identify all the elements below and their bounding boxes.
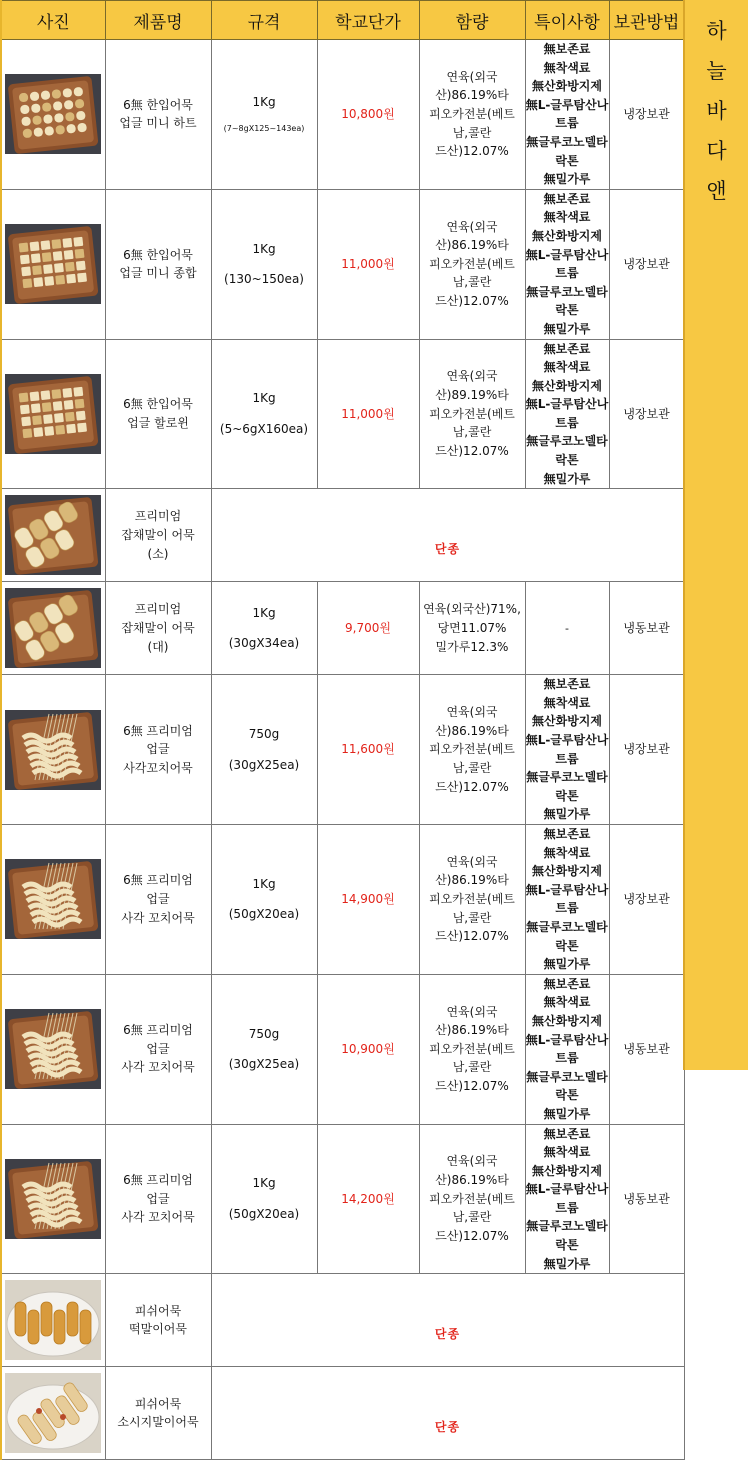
side-brand-text	[685, 19, 748, 219]
spec-main: 1Kg	[252, 1176, 276, 1191]
discontinued-label	[211, 1274, 684, 1367]
content-line: 연육(외국산)86.19%타	[435, 1004, 509, 1038]
notes-line: 無글루코노델타락톤	[526, 919, 608, 953]
content-line: 피오카전분(베트남,콜란	[429, 107, 515, 140]
notes-line: 無글루코노델타락톤	[526, 1219, 608, 1253]
spec-sub: (30gX25ea)	[228, 757, 300, 772]
spec-sub: (50gX20ea)	[228, 1206, 300, 1221]
content-line: 밀가루12.3%	[435, 639, 509, 654]
table-row	[1, 1274, 684, 1367]
notes-line: 無글루코노델타락톤	[526, 770, 608, 803]
product-name-line: 사각꼬치어묵	[123, 760, 193, 775]
table-row	[1, 489, 684, 582]
notes-line: 無보존료	[543, 341, 591, 356]
spec-main: 1Kg	[252, 94, 276, 109]
notes-line: 無밀가루	[543, 807, 591, 822]
header-name: 제품명	[105, 1, 211, 40]
notes-line: 無글루코노델타락톤	[526, 284, 608, 318]
table-body	[1, 40, 684, 1460]
photo-cell	[1, 1367, 105, 1460]
notes-line: 無밀가루	[543, 1106, 591, 1121]
notes-line: 無산화방지제	[532, 864, 602, 879]
content-line: 연육(외국산)86.19%타	[435, 854, 509, 888]
product-content	[419, 40, 525, 190]
spec-main: 750g	[248, 727, 280, 742]
discontinued-label	[211, 489, 684, 582]
product-name-line: 사각 꼬치어묵	[121, 1210, 195, 1225]
spec-main: 1Kg	[252, 876, 276, 891]
table-row	[1, 974, 684, 1124]
japchae-roll-small-photo	[5, 495, 101, 575]
product-storage: 냉동보관	[609, 974, 684, 1124]
product-name-line: 업글 할로윈	[127, 415, 189, 430]
product-name-line: 피쉬어묵	[134, 1303, 182, 1318]
table-row	[1, 1367, 684, 1460]
product-notes	[525, 825, 609, 975]
product-name	[105, 339, 211, 489]
content-line: 드산)12.07%	[435, 929, 509, 944]
notes-line: 無산화방지제	[532, 714, 602, 729]
product-content	[419, 675, 525, 825]
notes-line: 無착색료	[543, 695, 591, 710]
product-name-line: 프리미엄	[134, 602, 182, 617]
table-row	[1, 1124, 684, 1274]
product-content	[419, 339, 525, 489]
notes-line: 無L-글루탐산나트륨	[525, 97, 609, 131]
product-name-line: 6無 한입어묵	[123, 247, 193, 262]
notes-line: 無산화방지제	[532, 228, 602, 243]
product-notes	[525, 1124, 609, 1274]
content-line: 드산)12.07%	[435, 779, 509, 794]
product-spec	[211, 40, 317, 190]
header-storage: 보관방법	[609, 1, 684, 40]
product-notes	[525, 189, 609, 339]
product-name	[105, 189, 211, 339]
product-name-line: 6無 프리미엄	[123, 1023, 193, 1038]
side-brand-char: 바	[706, 99, 727, 123]
content-line: 피오카전분(베트남,콜란	[429, 1041, 515, 1075]
spec-main: 1Kg	[252, 391, 276, 406]
table-row	[1, 339, 684, 489]
notes-line: 無산화방지제	[532, 378, 602, 393]
notes-line: 無밀가루	[543, 1256, 591, 1271]
notes-line: 無보존료	[543, 677, 591, 692]
product-storage: 냉장보관	[609, 675, 684, 825]
product-name	[105, 40, 211, 190]
discontinued-text: 단종	[434, 1419, 461, 1434]
product-price: 9,700원	[317, 582, 419, 675]
product-name-line: 사각 꼬치어묵	[121, 910, 195, 925]
spec-sub: (50gX20ea)	[228, 907, 300, 922]
product-name-line: 6無 프리미엄	[123, 723, 193, 738]
notes-line: 無밀가루	[543, 321, 591, 336]
product-name-line: 6無 프리미엄	[123, 1172, 193, 1187]
notes-line: 無보존료	[543, 191, 591, 206]
photo-cell	[1, 974, 105, 1124]
spec-sub: (30gX34ea)	[228, 636, 300, 651]
discontinued-text: 단종	[434, 1326, 461, 1341]
skewer-fishcake-photo	[5, 1159, 101, 1239]
spec-sub: (5~6gX160ea)	[219, 421, 309, 436]
notes-line: 無착색료	[543, 60, 591, 75]
spec-main: 750g	[248, 1026, 280, 1041]
product-name-line: 피쉬어묵	[134, 1396, 182, 1411]
product-name-line: 업글	[146, 742, 170, 757]
notes-line: 無L-글루탐산나트륨	[525, 397, 609, 430]
notes-line: 無L-글루탐산나트륨	[525, 247, 609, 281]
notes-line: 無착색료	[543, 210, 591, 225]
spec-main: 1Kg	[252, 241, 276, 256]
content-line: 피오카전분(베트남,콜란	[429, 256, 515, 290]
product-price: 14,900원	[317, 825, 419, 975]
product-notes: -	[525, 582, 609, 675]
skewer-fishcake-photo	[5, 859, 101, 939]
product-name-line: 업글	[146, 892, 170, 907]
product-name	[105, 582, 211, 675]
photo-cell	[1, 489, 105, 582]
side-brand-char: 늘	[706, 59, 727, 83]
product-storage: 냉장보관	[609, 339, 684, 489]
product-content	[419, 189, 525, 339]
notes-line: 無산화방지제	[532, 79, 602, 94]
product-name-line: 6無 프리미엄	[123, 873, 193, 888]
product-name-line: 6無 한입어묵	[123, 397, 193, 412]
content-line: 피오카전분(베트남,콜란	[429, 1191, 515, 1225]
product-content	[419, 1124, 525, 1274]
photo-cell	[1, 40, 105, 190]
notes-line: 無산화방지제	[532, 1163, 602, 1178]
content-line: 피오카전분(베트남,콜란	[429, 742, 515, 775]
product-notes	[525, 40, 609, 190]
spec-sub: (7~8gX125~143ea)	[223, 124, 305, 134]
product-name-line: 업글 미니 하트	[119, 116, 197, 131]
photo-cell	[1, 189, 105, 339]
header-notes: 특이사항	[525, 1, 609, 40]
table-row	[1, 40, 684, 190]
product-name-line: 프리미엄	[134, 509, 182, 524]
content-line: 연육(외국산)86.19%타	[435, 705, 509, 738]
sausage-roll-photo	[5, 1373, 101, 1453]
product-price: 10,900원	[317, 974, 419, 1124]
content-line: 드산)12.07%	[435, 294, 509, 309]
side-brand-label	[683, 0, 748, 1070]
photo-cell	[1, 1274, 105, 1367]
side-brand-char: 다	[706, 139, 727, 163]
rice-cake-roll-photo	[5, 1280, 101, 1360]
photo-cell	[1, 675, 105, 825]
product-name	[105, 1367, 211, 1460]
notes-line: 無착색료	[543, 845, 591, 860]
product-name	[105, 825, 211, 975]
product-price: 11,000원	[317, 189, 419, 339]
content-line: 피오카전분(베트남,콜란	[429, 892, 515, 925]
product-spec	[211, 825, 317, 975]
product-price: 14,200원	[317, 1124, 419, 1274]
side-brand-char: 앤	[706, 179, 727, 203]
photo-cell	[1, 1124, 105, 1274]
header-spec: 규격	[211, 1, 317, 40]
product-storage: 냉장보관	[609, 825, 684, 975]
table-row	[1, 582, 684, 675]
notes-line: 無보존료	[543, 1126, 591, 1141]
product-name-line: 떡말이어묵	[129, 1322, 187, 1337]
product-name	[105, 675, 211, 825]
table-header-row	[1, 1, 684, 40]
product-price: 11,600원	[317, 675, 419, 825]
notes-line: 無글루코노델타락톤	[526, 1069, 608, 1103]
notes-line: 無착색료	[543, 360, 591, 375]
product-spec	[211, 675, 317, 825]
notes-line: 無L-글루탐산나트륨	[525, 1182, 609, 1215]
product-spec	[211, 582, 317, 675]
product-name-line: 6無 한입어묵	[123, 97, 193, 112]
product-name	[105, 489, 211, 582]
product-spec	[211, 974, 317, 1124]
spec-sub: (30gX25ea)	[228, 1057, 300, 1072]
photo-cell	[1, 582, 105, 675]
fishcake-mini-mix-photo	[5, 224, 101, 304]
japchae-roll-large-photo	[5, 588, 101, 668]
skewer-fishcake-photo	[5, 710, 101, 790]
product-notes	[525, 339, 609, 489]
fishcake-halloween-photo	[5, 374, 101, 454]
content-line: 연육(외국산)89.19%타	[435, 369, 509, 402]
photo-cell	[1, 825, 105, 975]
skewer-fishcake-photo	[5, 1009, 101, 1089]
discontinued-text: 단종	[434, 541, 461, 556]
product-content	[419, 825, 525, 975]
product-notes	[525, 974, 609, 1124]
content-line: 연육(외국산)86.19%타	[435, 69, 509, 103]
notes-line: 無밀가루	[543, 471, 591, 486]
content-line: 연육(외국산)71%,	[423, 602, 521, 617]
notes-line: 無밀가루	[543, 957, 591, 972]
notes-line: 無밀가루	[543, 172, 591, 187]
notes-line: 無착색료	[543, 995, 591, 1010]
content-line: 연육(외국산)86.19%타	[435, 219, 509, 253]
fishcake-mini-heart-photo	[5, 74, 101, 154]
content-line: 드산)12.07%	[435, 1228, 509, 1243]
content-line: 드산)12.07%	[435, 144, 509, 159]
product-spec	[211, 1124, 317, 1274]
product-storage: 냉장보관	[609, 40, 684, 190]
spec-main: 1Kg	[252, 605, 276, 620]
content-line: 드산)12.07%	[435, 443, 509, 458]
product-name-line: (대)	[147, 639, 169, 654]
content-line: 드산)12.07%	[435, 1079, 509, 1094]
notes-line: 無L-글루탐산나트륨	[525, 1032, 609, 1066]
product-name	[105, 1124, 211, 1274]
notes-line: 無착색료	[543, 1145, 591, 1160]
product-storage: 냉동보관	[609, 1124, 684, 1274]
notes-line: 無산화방지제	[532, 1013, 602, 1028]
product-storage: 냉장보관	[609, 189, 684, 339]
product-price: 11,000원	[317, 339, 419, 489]
side-brand-char: 하	[706, 19, 727, 43]
product-name	[105, 1274, 211, 1367]
product-name	[105, 974, 211, 1124]
notes-line: 無글루코노델타락톤	[526, 134, 608, 168]
notes-line: 無보존료	[543, 976, 591, 991]
product-name-line: 업글 미니 종합	[119, 266, 197, 281]
photo-cell	[1, 339, 105, 489]
table-row	[1, 189, 684, 339]
product-name-line: 업글	[146, 1041, 170, 1056]
product-notes	[525, 675, 609, 825]
product-name-line: 업글	[146, 1191, 170, 1206]
product-name-line: 사각 꼬치어묵	[121, 1060, 195, 1075]
discontinued-label	[211, 1367, 684, 1460]
product-spec	[211, 189, 317, 339]
content-line: 피오카전분(베트남,콜란	[429, 406, 515, 440]
product-storage: 냉동보관	[609, 582, 684, 675]
product-price: 10,800원	[317, 40, 419, 190]
notes-line: 無글루코노델타락톤	[526, 434, 608, 468]
product-content	[419, 582, 525, 675]
product-name-line: 잡채말이 어묵	[121, 527, 195, 542]
header-price: 학교단가	[317, 1, 419, 40]
table-row	[1, 825, 684, 975]
content-line: 연육(외국산)86.19%타	[435, 1154, 509, 1187]
content-line: 당면11.07%	[437, 620, 507, 635]
product-name-line: 잡채말이 어묵	[121, 620, 195, 635]
notes-line: 無보존료	[543, 827, 591, 841]
table-row	[1, 675, 684, 825]
header-content: 함량	[419, 1, 525, 40]
spec-sub: (130~150ea)	[224, 272, 304, 287]
product-content	[419, 974, 525, 1124]
product-name-line: 소시지말이어묵	[117, 1415, 199, 1430]
notes-line: 無L-글루탐산나트륨	[525, 882, 609, 916]
notes-line: 無L-글루탐산나트륨	[525, 733, 609, 766]
notes-line: 無보존료	[543, 42, 591, 56]
product-name-line: (소)	[147, 546, 169, 561]
product-spec	[211, 339, 317, 489]
header-photo: 사진	[1, 1, 105, 40]
